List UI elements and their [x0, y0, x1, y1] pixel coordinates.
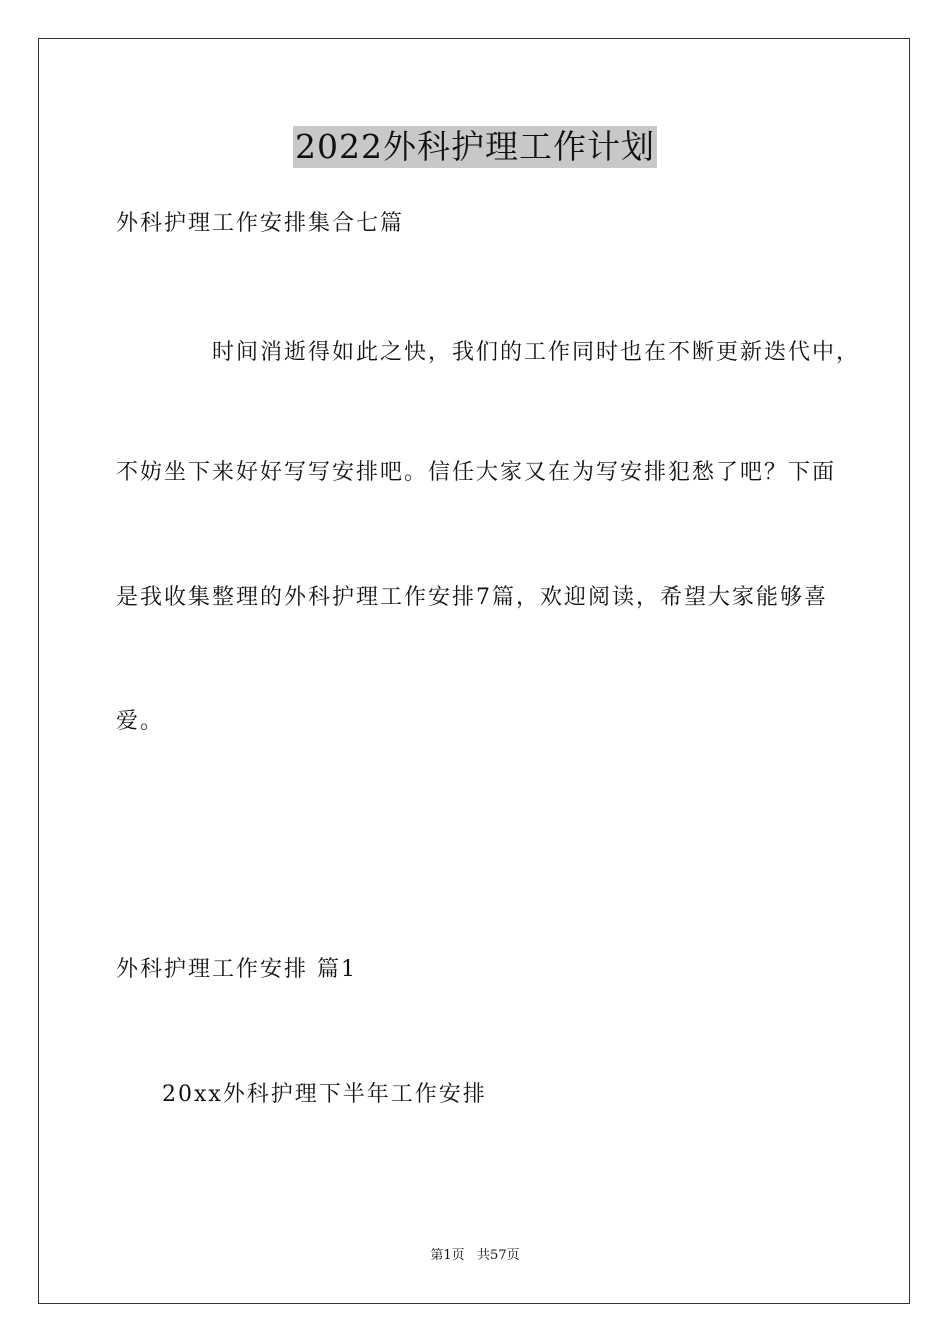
intro-line-4: 爱。 — [116, 709, 165, 734]
intro-line-1: 时间消逝得如此之快，我们的工作同时也在不断更新迭代中， — [212, 340, 861, 365]
title-wrap — [0, 126, 950, 168]
section-heading: 外科护理工作安排 篇1 — [116, 957, 357, 982]
intro-line-3: 是我收集整理的外科护理工作安排7篇，欢迎阅读，希望大家能够喜 — [116, 585, 828, 610]
page-number-footer: 第1页 共57页 — [430, 1248, 520, 1263]
document-subtitle: 外科护理工作安排集合七篇 — [116, 211, 405, 236]
section-subheading: 20xx外科护理下半年工作安排 — [162, 1082, 487, 1107]
document-title: 2022外科护理工作计划 — [295, 127, 655, 166]
intro-line-2: 不妨坐下来好好写写安排吧。信任大家又在为写安排犯愁了吧？下面 — [116, 460, 837, 485]
